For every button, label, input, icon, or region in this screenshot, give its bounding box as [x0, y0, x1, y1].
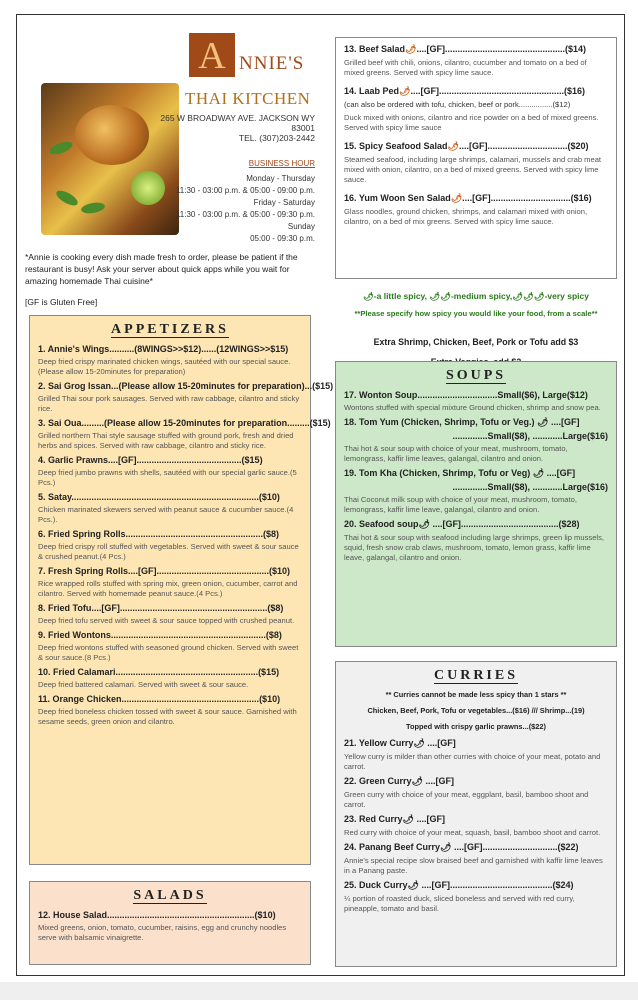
section-heading: APPETIZERS: [111, 322, 229, 337]
soups-section: [335, 361, 617, 647]
item-description: Deep fried crispy marinated chicken wings, sautéed with our special sauce. (Please allow 15-20minutes for preparation): [38, 357, 291, 376]
menu-item: [344, 880, 608, 914]
item-title: 4. Garlic Prawns....[GF]..........................................($15): [38, 455, 263, 465]
item-name: 15. Spicy Seafood Salad: [344, 141, 448, 151]
item-variant: (can also be ordered with tofu, chicken, beef or pork................($12): [344, 100, 571, 109]
item-title: 9. Fried Wontons..............................................................($8): [38, 630, 282, 640]
item-description: Grilled Thai sour pork sausages. Served with raw cabbage, cilantro and sticky rice.: [38, 394, 300, 413]
item-price: ....[GF]................................($16): [462, 193, 592, 203]
item-title: 20. Seafood soup🌶 ....[GF].......................................($28): [344, 519, 580, 529]
menu-item: [344, 519, 608, 563]
menu-item: [38, 603, 302, 626]
item-title: 7. Fresh Spring Rolls....[GF].............................................($10): [38, 566, 291, 576]
item-title: 1. Annie's Wings..........(8WINGS>>$12)......(12WINGS>>$15): [38, 344, 289, 354]
item-title: 17. Wonton Soup................................Small($6), Large($12): [344, 390, 588, 400]
address: 265 W BROADWAY AVE. JACKSON WY 83001: [160, 113, 315, 133]
item-description: Grilled beef with chili, onions, cilantro, cucumber and tomato on a bed of mixed greens. Served with spicy lime sauce.: [344, 58, 587, 77]
spice-note: **Please specify how spicy you would like your food, from a scale**: [354, 309, 598, 318]
hours-line: 11:30 - 03:00 p.m. & 05:00 - 09:00 p.m.: [175, 186, 315, 195]
chili-icon: 🌶: [399, 86, 411, 96]
menu-item: [38, 694, 302, 727]
item-description: ¼ portion of roasted duck, sliced boneless and served with red curry, pineapple, tomato and basil.: [344, 894, 575, 913]
menu-item: [344, 417, 608, 464]
extras-protein: Extra Shrimp, Chicken, Beef, Pork or Tofu add $3: [373, 337, 579, 347]
item-description: Deep fried boneless chicken tossed with sweet & sour sauce. Garnished with sesame seeds, green onion and cilantro.: [38, 707, 297, 726]
menu-item: [344, 86, 608, 133]
logo-subtitle: THAI KITCHEN: [185, 89, 311, 108]
spice-legend: 🌶-a little spicy, 🌶🌶-medium spicy,🌶🌶🌶-very spicy: [363, 291, 589, 301]
item-description: Red curry with choice of your meat, squash, basil, bamboo shoot and carrot.: [344, 828, 601, 837]
item-name: 13. Beef Salad: [344, 44, 406, 54]
item-description: Duck mixed with onions, cilantro and rice powder on a bed of mixed greens. Served with spicy lime sauce: [344, 113, 599, 132]
menu-item: [38, 381, 334, 414]
item-title: 23. Red Curry🌶 ....[GF]: [344, 814, 445, 824]
item-title: 8. Fried Tofu....[GF]...........................................................($8): [38, 603, 284, 613]
curry-prices: Chicken, Beef, Pork, Tofu or vegetables...($16) /// Shrimp...(19): [367, 706, 585, 715]
hours-line: 05:00 - 09:30 p.m.: [250, 234, 315, 243]
item-title: 2. Sai Grog Issan...(Please allow 15-20minutes for preparation)...($15): [38, 381, 334, 391]
item-title: [344, 193, 608, 204]
menu-item: [344, 141, 608, 185]
gluten-free-note: [GF is Gluten Free]: [25, 297, 98, 307]
menu-item: [344, 738, 608, 772]
item-description: Thai hot & sour soup with seafood including large shrimps, green lip mussels, squid, fresh snow crab claws, mushroom, tomato, lemon grass, kaffir lime leave, galangal, cilantro and onion.: [344, 533, 605, 562]
item-description: Yellow curry is milder than other curries with choice of your meat, potato and carrot.: [344, 752, 601, 771]
item-description: Wontons stuffed with special mixture Ground chicken, shrimp and snow pea.: [344, 403, 601, 412]
menu-page: [16, 14, 625, 976]
menu-item: [344, 776, 608, 810]
curry-note: ** Curries cannot be made less spicy than 1 stars **: [385, 690, 567, 699]
item-title: 25. Duck Curry🌶 ....[GF].........................................($24): [344, 880, 574, 890]
item-description: Deep fried jumbo prawns with shells, sautéed with our special garlic sauce.(5 Pcs.): [38, 468, 297, 487]
item-title: 10. Fried Calamari.........................................................($15): [38, 667, 280, 677]
section-heading: SOUPS: [445, 368, 507, 383]
appetizers-section: [29, 315, 334, 865]
item-description: Deep fried tofu served with sweet & sour sauce topped with crushed peanut.: [38, 616, 295, 625]
item-price: ....[GF]..................................................($16): [410, 86, 585, 96]
item-title: 5. Satay...........................................................................($10): [38, 492, 280, 502]
cooking-note: *Annie is cooking every dish made fresh to order, please be patient if the restaurant is busy! Ask your server about quick apps while you wait for amazing homemade Thai cuisine*: [25, 252, 298, 286]
hours-line: Monday - Thursday: [246, 174, 315, 183]
section-heading: SALADS: [133, 888, 207, 903]
chili-icon: 🌶: [405, 44, 417, 54]
item-description: Grilled northern Thai style sausage stuffed with ground pork, fresh and dried herbs and spices. Served with raw cabbage, cilantro and sticky rice.: [38, 431, 294, 450]
item-description: Annie's special recipe slow braised beef and garnished with kaffir lime leaves in a Panang paste.: [344, 856, 603, 875]
item-description: Deep fried battered calamari. Served with sweet & sour sauce.: [38, 680, 249, 689]
salads-continued: [335, 37, 617, 279]
item-description: Mixed greens, onion, tomato, cucumber, raisins, egg and crunchy noodles serve with balsamic vinaigrette.: [38, 923, 287, 942]
menu-item: [38, 910, 302, 943]
item-description: Deep fried wontons stuffed with seasoned ground chicken. Served with sweet & sour sauce.(8 Pcs.): [38, 643, 299, 662]
menu-item: [38, 418, 331, 451]
item-description: Glass noodles, ground chicken, shrimps, and calamari mixed with onion, cilantro, on a bed of mix greens. Served with spicy lime sauce.: [344, 207, 588, 226]
curries-section: [335, 661, 617, 967]
hours-line: 11:30 - 03:00 p.m. & 05:00 - 09:30 p.m.: [175, 210, 315, 219]
menu-item: [344, 468, 608, 515]
menu-item: [38, 455, 302, 488]
menu-item: [38, 529, 302, 562]
item-description: Steamed seafood, including large shrimps, calamari, mussels and crab meat mixed with onion, cilantro, on a bed of mixed greens. Served with spicy lime sauce.: [344, 155, 602, 184]
item-title: 18. Tom Yum (Chicken, Shrimp, Tofu or Veg.) 🌶 ....[GF]: [344, 417, 580, 427]
item-price-line: ..............Small($8), ............Large($16): [452, 431, 608, 441]
item-title: 19. Tom Kha (Chicken, Shrimp, Tofu or Veg) 🌶 ....[GF]: [344, 468, 576, 478]
item-description: Thai hot & sour soup with choice of your meat, mushroom, tomato, lemongrass, kaffir lime leaves, galangal, cilantro and onion.: [344, 444, 568, 463]
menu-item: [344, 44, 608, 78]
item-description: Rice wrapped rolls stuffed with spring mix, green onion, cucumber, carrot and cilantro. Served with homemade peanut sauce.(4 Pcs.): [38, 579, 298, 598]
menu-item: [344, 842, 608, 876]
logo-name: NNIE'S: [239, 53, 305, 74]
item-title: 6. Fried Spring Rolls.......................................................($8): [38, 529, 280, 539]
item-name: 14. Laab Ped: [344, 86, 400, 96]
hours-line: Friday - Saturday: [253, 198, 315, 207]
item-title: 12. House Salad...........................................................($10): [38, 910, 276, 920]
menu-item: [344, 390, 608, 413]
section-heading: CURRIES: [433, 668, 518, 683]
item-title: 3. Sai Oua.........(Please allow 15-20minutes for preparation.........($15): [38, 418, 331, 428]
item-price-line: ..............Small($8), ............Large($16): [452, 482, 608, 492]
menu-item: [38, 566, 302, 599]
business-hours: [127, 173, 315, 245]
menu-item: [344, 193, 608, 227]
item-description: Chicken marinated skewers served with peanut sauce & cucumber sauce.(4 Pcs.).: [38, 505, 294, 524]
menu-item: [38, 667, 302, 690]
menu-item: [344, 814, 608, 838]
hours-title: BUSINESS HOUR: [248, 159, 315, 168]
salads-section: [29, 881, 311, 965]
menu-item: [38, 492, 302, 525]
item-title: 11. Orange Chicken.......................................................($10): [38, 694, 281, 704]
menu-item: [38, 344, 302, 377]
item-description: Thai Coconut milk soup with choice of your meat, mushroom, tomato, lemongrass, kaffir lime leave, galangal, cilantro and onion.: [344, 495, 577, 514]
item-title: [344, 86, 608, 97]
item-price: ....[GF]................................................($14): [416, 44, 586, 54]
item-name: 16. Yum Woon Sen Salad: [344, 193, 451, 203]
item-description: Green curry with choice of your meat, eggplant, basil, bamboo shoot and carrot.: [344, 790, 589, 809]
item-title: [344, 44, 608, 55]
chili-icon: 🌶: [447, 141, 459, 151]
telephone: TEL. (307)203-2442: [238, 133, 315, 143]
hours-line: Sunday: [287, 222, 315, 231]
logo-letter: A: [189, 33, 235, 77]
item-description: Deep fried crispy roll stuffed with vegetables. Served with sweet & sour sauce & crushed peanut.(4 Pcs.): [38, 542, 299, 561]
menu-item: [38, 630, 302, 663]
bottom-strip: [0, 982, 638, 1000]
item-title: [344, 141, 608, 152]
item-price: ....[GF]................................($20): [458, 141, 589, 151]
item-title: 22. Green Curry🌶 ....[GF]: [344, 776, 454, 786]
chili-icon: 🌶: [450, 193, 463, 203]
curry-topping: Topped with crispy garlic prawns...($22): [406, 722, 546, 731]
item-title: 21. Yellow Curry🌶 ....[GF]: [344, 738, 456, 748]
item-title: 24. Panang Beef Curry🌶 ....[GF]..............................($22): [344, 842, 579, 852]
